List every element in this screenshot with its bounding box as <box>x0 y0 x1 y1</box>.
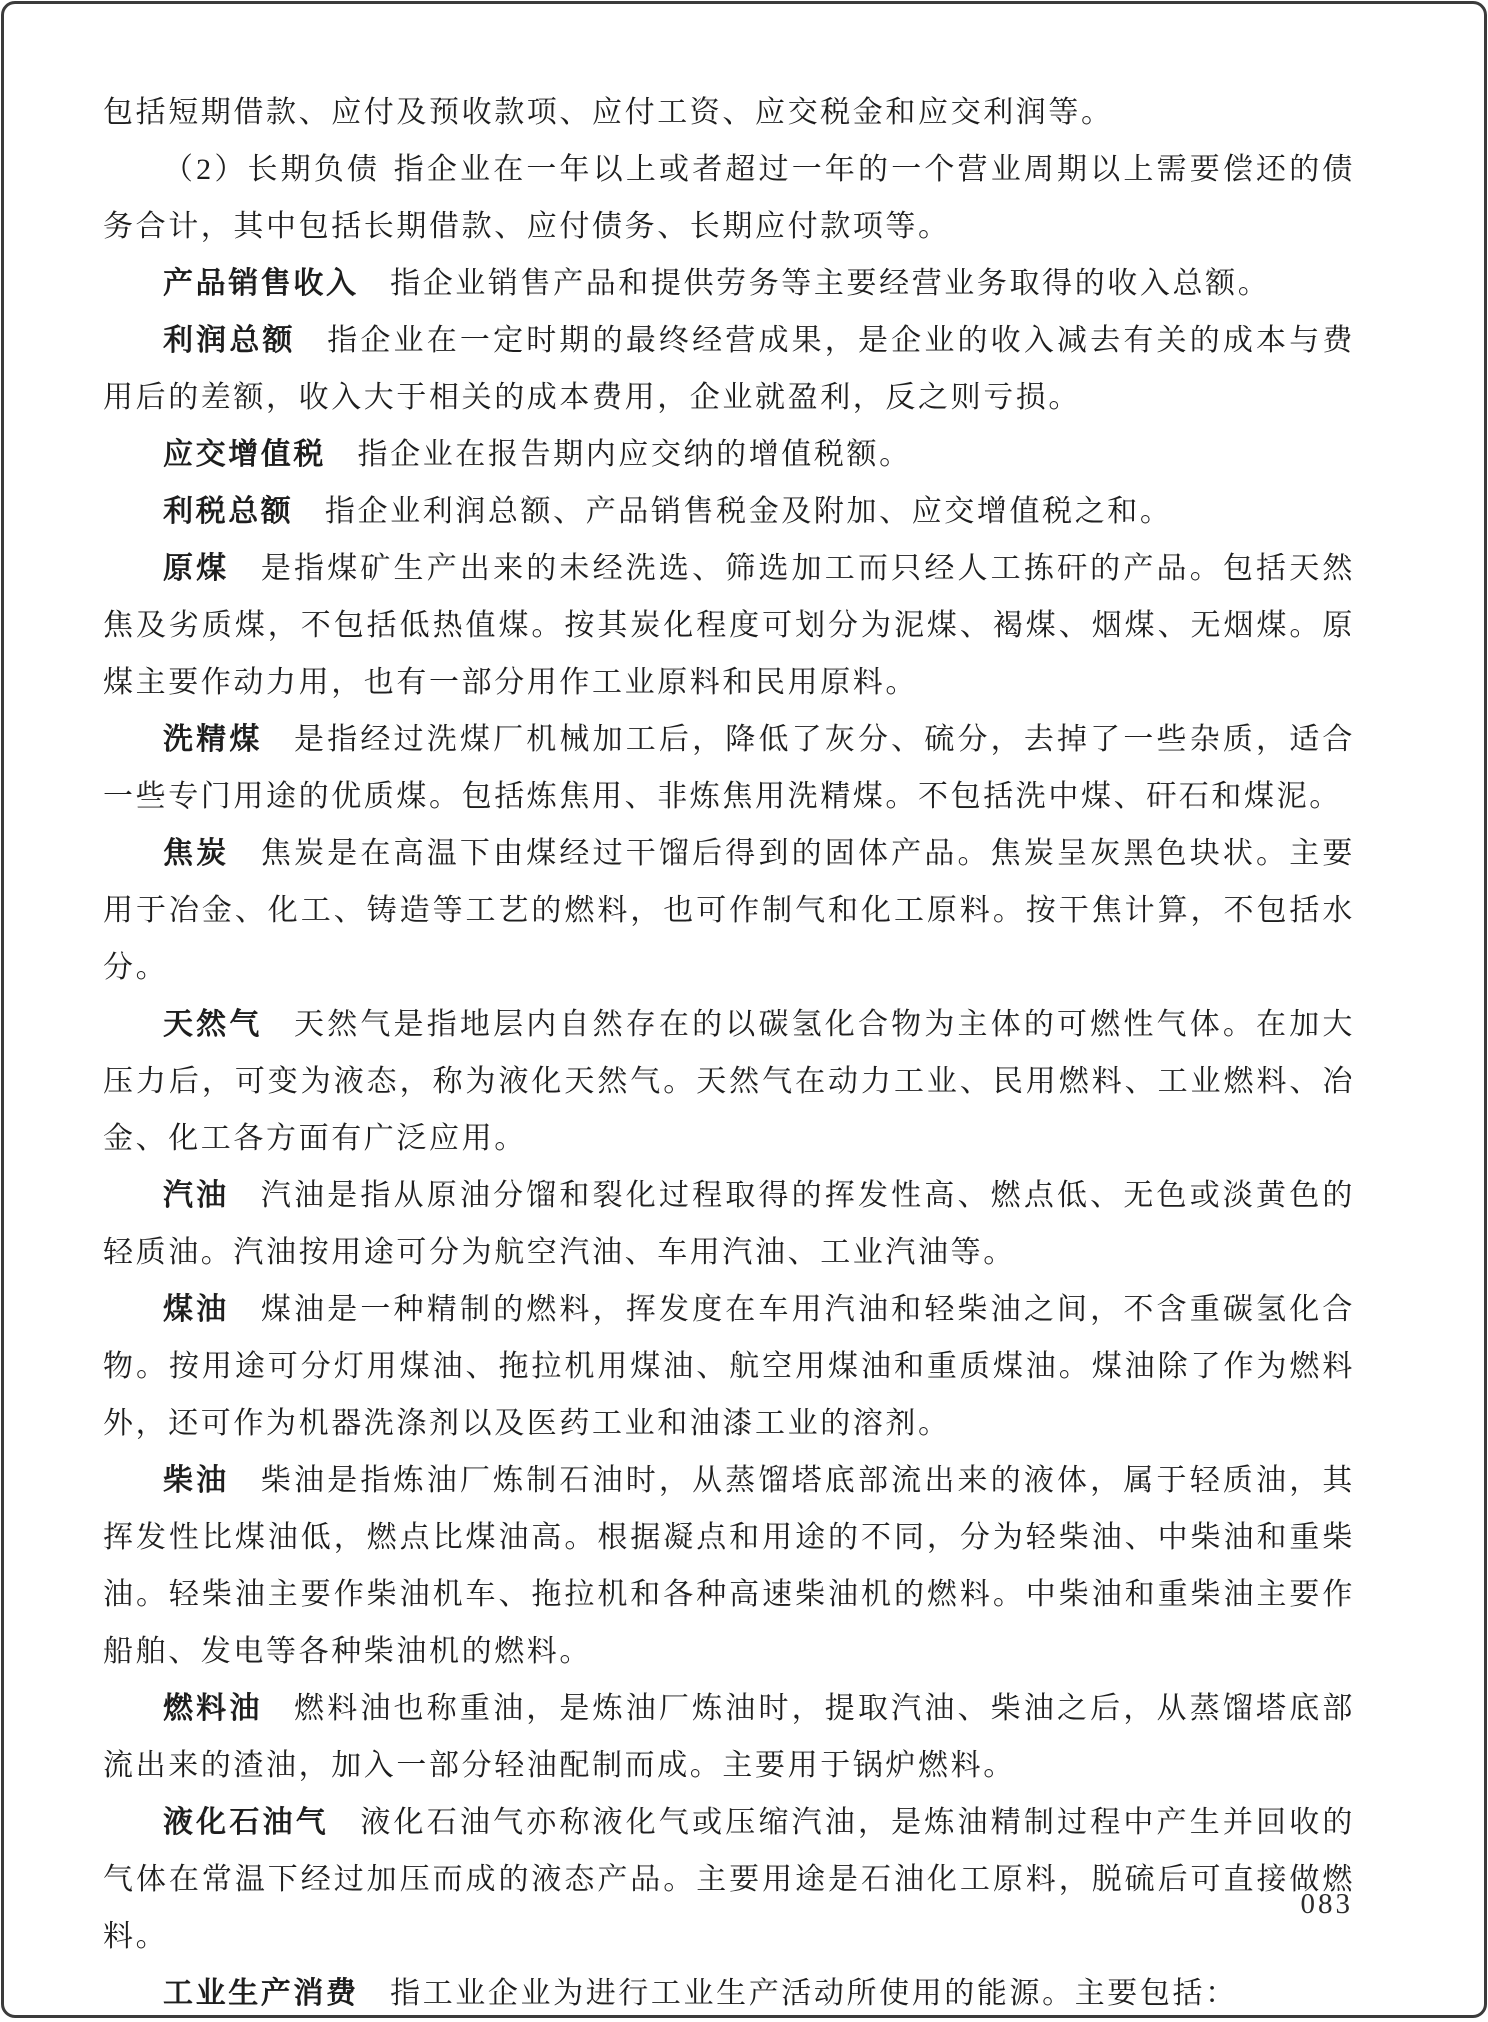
definition-text: 包括短期借款、应付及预收款项、应付工资、应交税金和应交利润等。 <box>103 96 1114 129</box>
definition-text: 焦炭是在高温下由煤经过干馏后得到的固体产品。焦炭呈灰黑色块状。主要用于冶金、化工、铸造等工艺的燃料，也可作制气和化工原料。按干焦计算，不包括水分。 <box>103 837 1355 984</box>
paragraph-lpg <box>103 1794 1355 1965</box>
paragraph-kerosene <box>103 1281 1355 1452</box>
definition-text: 指企业在报告期内应交纳的增值税额。 <box>357 438 912 471</box>
definition-text: 柴油是指炼油厂炼制石油时，从蒸馏塔底部流出来的液体，属于轻质油，其挥发性比煤油低，燃点比煤油高。根据凝点和用途的不同，分为轻柴油、中柴油和重柴油。轻柴油主要作柴油机车、拖拉机和各种高速柴油机的燃料。中柴油和重柴油主要作船舶、发电等各种柴油机的燃料。 <box>103 1464 1355 1668</box>
term-label: 利润总额 <box>163 324 296 357</box>
definition-text: 是指煤矿生产出来的未经洗选、筛选加工而只经人工拣矸的产品。包括天然焦及劣质煤，不包括低热值煤。按其炭化程度可划分为泥煤、褐煤、烟煤、无烟煤。原煤主要作动力用，也有一部分用作工业原料和民用原料。 <box>103 552 1355 699</box>
paragraph-fuel-oil <box>103 1680 1355 1794</box>
term-label: 汽油 <box>163 1179 230 1212</box>
term-label: 工业生产消费 <box>163 1977 359 2010</box>
paragraph-long-term-liabilities <box>103 141 1355 255</box>
definition-text: 指工业企业为进行工业生产活动所使用的能源。主要包括： <box>390 1977 1238 2010</box>
term-label: 燃料油 <box>163 1692 263 1725</box>
term-label: 原煤 <box>163 552 230 585</box>
paragraph-raw-coal <box>103 540 1355 711</box>
definition-text: 燃料油也称重油，是炼油厂炼油时，提取汽油、柴油之后，从蒸馏塔底部流出来的渣油，加入一部分轻油配制而成。主要用于锅炉燃料。 <box>103 1692 1355 1782</box>
term-label: 应交增值税 <box>163 438 326 471</box>
page-number: 083 <box>1300 1888 1353 1920</box>
definition-text: 天然气是指地层内自然存在的以碳氢化合物为主体的可燃性气体。在加大压力后，可变为液态，称为液化天然气。天然气在动力工业、民用燃料、工业燃料、冶金、化工各方面有广泛应用。 <box>103 1008 1355 1155</box>
paragraph-vat-payable <box>103 426 1355 483</box>
definition-text: 指企业在一定时期的最终经营成果，是企业的收入减去有关的成本与费用后的差额，收入大于相关的成本费用，企业就盈利，反之则亏损。 <box>103 324 1355 414</box>
term-label: 利税总额 <box>163 495 294 528</box>
definition-text: 指企业在一年以上或者超过一年的一个营业周期以上需要偿还的债务合计，其中包括长期借款、应付债务、长期应付款项等。 <box>103 153 1355 243</box>
definition-text: 液化石油气亦称液化气或压缩汽油，是炼油精制过程中产生并回收的气体在常温下经过加压而成的液态产品。主要用途是石油化工原料，脱硫后可直接做燃料。 <box>103 1806 1356 1953</box>
term-label: 煤油 <box>163 1293 230 1326</box>
term-label: 洗精煤 <box>163 723 263 756</box>
paragraph-continuation <box>103 84 1355 141</box>
term-label: 天然气 <box>163 1008 263 1041</box>
paragraph-industrial-production-consumption <box>103 1965 1355 2022</box>
paragraph-washed-coal <box>103 711 1355 825</box>
paragraph-product-sales-revenue <box>103 255 1355 312</box>
term-label: （2）长期负债 <box>163 153 381 186</box>
definition-text: 指企业销售产品和提供劳务等主要经营业务取得的收入总额。 <box>390 267 1271 300</box>
term-label: 柴油 <box>163 1464 230 1497</box>
definition-text: 是指经过洗煤厂机械加工后，降低了灰分、硫分，去掉了一些杂质，适合一些专门用途的优质煤。包括炼焦用、非炼焦用洗精煤。不包括洗中煤、矸石和煤泥。 <box>103 723 1355 813</box>
definition-text: 汽油是指从原油分馏和裂化过程取得的挥发性高、燃点低、无色或淡黄色的轻质油。汽油按用途可分为航空汽油、车用汽油、工业汽油等。 <box>103 1179 1355 1269</box>
paragraph-coke <box>103 825 1355 996</box>
paragraph-total-profit <box>103 312 1355 426</box>
definition-text: 指企业利润总额、产品销售税金及附加、应交增值税之和。 <box>324 495 1173 528</box>
term-label: 焦炭 <box>163 837 230 870</box>
term-label: 液化石油气 <box>163 1806 329 1839</box>
paragraph-natural-gas <box>103 996 1355 1167</box>
text-column <box>103 84 1355 2022</box>
term-label: 产品销售收入 <box>163 267 359 300</box>
paragraph-gasoline <box>103 1167 1355 1281</box>
paragraph-diesel <box>103 1452 1355 1680</box>
paragraph-total-profit-and-tax <box>103 483 1355 540</box>
definition-text: 煤油是一种精制的燃料，挥发度在车用汽油和轻柴油之间，不含重碳氢化合物。按用途可分灯用煤油、拖拉机用煤油、航空用煤油和重质煤油。煤油除了作为燃料外，还可作为机器洗涤剂以及医药工业和油漆工业的溶剂。 <box>103 1293 1355 1440</box>
